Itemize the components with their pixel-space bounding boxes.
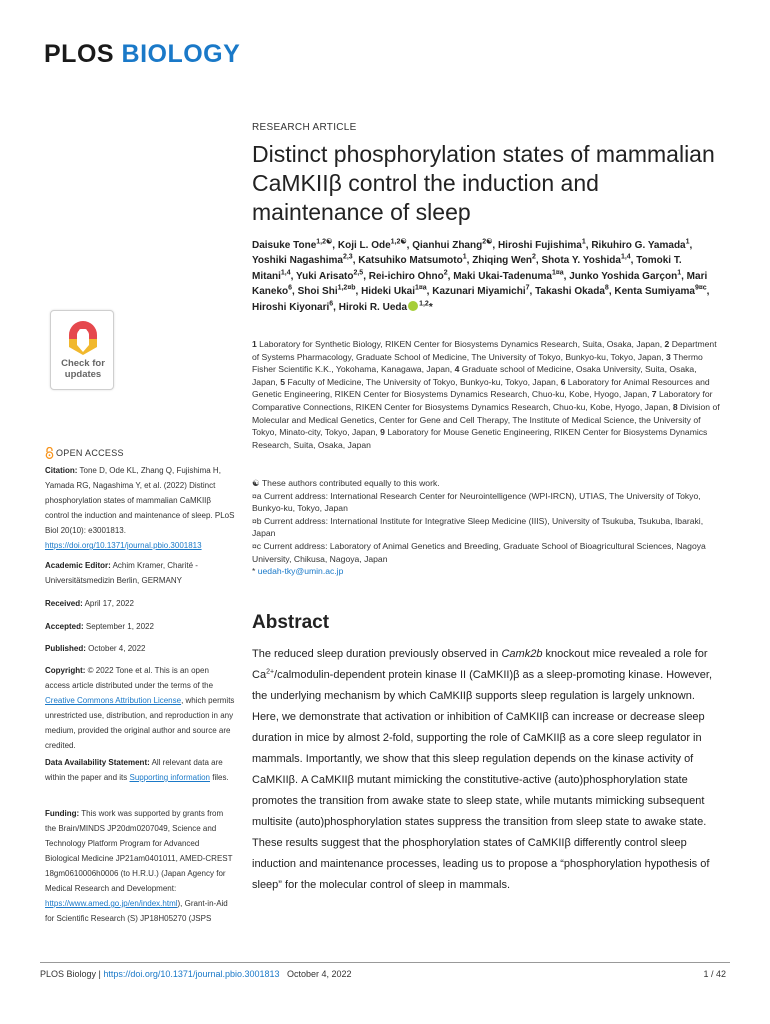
check-updates-line2: updates	[64, 369, 102, 380]
footer-citation	[40, 969, 352, 979]
citation-block	[45, 463, 235, 553]
current-address-c: ¤c Current address: Laboratory of Animal Genetics and Breeding, Graduate School of Bioagricultural Sciences, Nagoya University, Chikusa, Nagoya, Japan	[252, 540, 706, 564]
footer-journal: PLOS Biology |	[40, 969, 104, 979]
funding-text-1: This work was supported by grants from the Brain/MINDS JP20dm0207049, Science and Technology Platform Program for Advanced Biological Medicine JP21am0401011, AMED-CREST 18gm0610006h0006 (to H.R.U.) (Japan Agency for Medical Research and Development:	[45, 809, 233, 893]
author-affiliation-marker: 2,5	[353, 269, 364, 277]
data-availability-text-1: All relevant data are within the paper and its	[45, 758, 223, 782]
corresponding-author-mark: *	[428, 301, 433, 313]
affiliation-number: 4	[454, 364, 462, 375]
author-name[interactable]: Takashi Okada	[535, 286, 605, 298]
ion-charge: 2+	[266, 668, 275, 676]
abstract-text	[252, 644, 724, 896]
editor-label: Academic Editor:	[45, 561, 111, 570]
accepted-text: September 1, 2022	[83, 622, 154, 631]
received-label: Received:	[45, 599, 83, 608]
open-access-label	[45, 447, 124, 459]
copyright-text-2: , which permits unrestricted use, distribution, and reproduction in any medium, provided the original author and source are credited.	[45, 696, 235, 750]
affiliation-number: 2	[664, 339, 672, 349]
author-name[interactable]: Kenta Sumiyama	[614, 286, 695, 298]
author-affiliation-marker: 7	[525, 284, 530, 292]
author-name[interactable]: Mari Kaneko	[252, 270, 708, 298]
author-affiliation-marker: 6	[329, 300, 334, 308]
affiliations	[252, 338, 722, 451]
author-affiliation-marker: 1,2☯	[316, 238, 333, 246]
abstract-part-3: /calmodulin-dependent protein kinase II (CaMKII)β as a sleep-promoting kinase. However, the underlying mechanism by which CaMKIIβ supports sleep regulation is largely unknown. Here, we demonstrate that activation or inhibition of CaMKIIβ can increase or decrease sleep duration in mice by almost 2-fold, supporting the role of CaMKIIβ as a core sleep regulator in mammals. Importantly, we show that this sleep regulation depends on the kinase activity of CaMKIIβ. A CaMKIIβ mutant mimicking the constitutive-active (auto)phosphorylation state promotes the transition from awake state to sleep state, while mutants mimicking subsequent multisite (auto)phosphorylation states suppress the transition from sleep state to awake state. These results suggest that the phosphorylation states of CaMKIIβ differently control sleep induction and maintenance processes, leading us to propose a “phosphorylation hypothesis of sleep” for the molecular control of sleep in mammals.	[252, 669, 713, 891]
check-updates-line1: Check for	[61, 358, 105, 369]
data-availability-label: Data Availability Statement:	[45, 758, 150, 767]
footer-date: October 4, 2022	[279, 969, 352, 979]
author-name[interactable]: Yoshiki Nagashima	[252, 255, 343, 267]
article-type: RESEARCH ARTICLE	[252, 122, 357, 133]
equal-contribution-note: ☯ These authors contributed equally to this work.	[252, 478, 440, 488]
author-affiliation-marker: 2	[443, 269, 448, 277]
affiliation-text: Graduate school of Medicine, Osaka University, Suita, Osaka, Japan,	[252, 364, 697, 387]
abstract-part-2: knockout mice revealed a role for Ca	[252, 648, 708, 681]
author-name[interactable]: Hiroshi Fujishima	[497, 240, 582, 251]
author-name[interactable]: Junko Yoshida Garçon	[569, 270, 678, 282]
data-availability-block	[45, 755, 235, 785]
affiliation-text: Thermo Fisher Scientific K.K., Yokohama, Kanagawa, Japan,	[252, 351, 703, 375]
received-text: April 17, 2022	[82, 599, 134, 608]
affiliation-number: 7	[651, 389, 659, 400]
author-name[interactable]: Hideki Ukai	[361, 286, 415, 298]
author-name[interactable]: Hiroki R. Ueda	[338, 301, 408, 313]
cc-license-link[interactable]: Creative Commons Attribution License	[45, 696, 182, 705]
current-address-b: ¤b Current address: International Institute for Integrative Sleep Medicine (IIIS), University of Tsukuba, Tsukuba, Ibaraki, Japan	[252, 515, 704, 539]
author-affiliation-marker: 2	[532, 254, 536, 262]
corresponding-email-line	[252, 565, 722, 578]
author-name[interactable]: Shota Y. Yoshida	[541, 255, 621, 267]
author-affiliation-marker: 2☯	[482, 238, 493, 246]
published-label: Published:	[45, 644, 86, 653]
author-name[interactable]: Shoi Shi	[297, 286, 338, 298]
author-name[interactable]: Hiroshi Kiyonari	[252, 301, 330, 313]
affiliation-text: Laboratory for Animal Resources and Genetic Engineering, RIKEN Center for Biosystems Dynamics Research, Chuo-ku, Kobe, Hyogo, Japan,	[252, 376, 710, 400]
data-availability-text-2: files.	[210, 773, 229, 782]
orcid-icon[interactable]	[408, 301, 418, 311]
accepted-label: Accepted:	[45, 622, 84, 631]
academic-editor-block	[45, 558, 235, 588]
gene-name: Camk2b	[501, 648, 543, 660]
author-name[interactable]: Koji L. Ode	[337, 240, 391, 251]
author-notes	[252, 477, 722, 578]
open-access-text: OPEN ACCESS	[56, 448, 124, 458]
author-name[interactable]: Kazunari Miyamichi	[432, 286, 526, 298]
author-affiliation-marker: 1,2☯	[390, 238, 407, 246]
author-affiliation-marker: 1	[677, 269, 682, 277]
author-affiliation-marker: 1¤a	[551, 269, 564, 277]
author-affiliation-marker: 1,4	[280, 269, 291, 277]
published-date	[45, 641, 235, 656]
current-address-a: ¤a Current address: International Research Center for Neurointelligence (WPI-IRCN), UTIAS, The University of Tokyo, Bunkyo-ku, Tokyo, Japan	[252, 490, 701, 514]
affiliation-number: 5	[280, 376, 288, 387]
footer-doi-link[interactable]: https://doi.org/10.1371/journal.pbio.3001813	[103, 969, 280, 979]
citation-text: Tone D, Ode KL, Zhang Q, Fujishima H, Yamada RG, Nagashima Y, et al. (2022) Distinct phosphorylation states of mammalian CaMKIIβ control the induction and maintenance of sleep. PLoS Biol 20(10): e3001813.	[45, 466, 235, 535]
citation-label: Citation:	[45, 466, 78, 475]
abstract-part-1: The reduced sleep duration previously observed in	[252, 648, 502, 660]
author-name[interactable]: Zhiqing Wen	[472, 255, 532, 267]
author-name[interactable]: Yuki Arisato	[296, 270, 354, 282]
footer-divider	[40, 962, 730, 963]
author-affiliation-marker: 1	[581, 238, 586, 246]
copyright-label: Copyright:	[45, 666, 86, 675]
affiliation-number: 9	[380, 427, 388, 438]
author-affiliation-marker: 1¤a	[414, 284, 427, 292]
amed-link[interactable]: https://www.amed.go.jp/en/index.html	[45, 899, 178, 908]
author-affiliation-marker: 1,2	[419, 300, 429, 308]
citation-doi-link[interactable]: https://doi.org/10.1371/journal.pbio.3001813	[45, 541, 202, 550]
author-name[interactable]: Katsuhiko Matsumoto	[358, 255, 463, 267]
affiliation-number: 8	[672, 401, 680, 412]
affiliation-text: Laboratory for Mouse Genetic Engineering, RIKEN Center for Biosystems Dynamics Research, Suita, Osaka, Japan	[252, 427, 708, 450]
article-title: Distinct phosphorylation states of mammalian CaMKIIβ control the induction and maintenance of sleep	[252, 141, 715, 225]
affiliation-text: Faculty of Medicine, The University of Tokyo, Bunkyo-ku, Tokyo, Japan,	[287, 376, 561, 387]
corresponding-mark: *	[252, 566, 258, 577]
funding-label: Funding:	[45, 809, 80, 818]
affiliation-text: Laboratory for Comparative Connections, RIKEN Center for Biosystems Dynamics Research, Chuo-ku, Kobe, Hyogo, Japan,	[252, 389, 713, 412]
author-name[interactable]: Daisuke Tone	[252, 240, 317, 251]
author-list: Daisuke Tone$^{1,2☯}$, Koji L. Ode$^{1,2☯}$, Qianhui Zhang$^{2☯}$, Hiroshi Fujishima$^1$, Rikuhiro G. Yamada$^1$, Yoshiki Nagashima$^{2,3}$, Katsuhiko Matsumoto$^1$, Zhiqing Wen$^2$, Shota Y. Yoshida$^{1,4}$, Tomoki T. Mitani$^{1,4}$, Yuki Arisato$^{2,5}$, Rei-ichiro Ohno$^2$, Maki Ukai-Tadenuma$^{1¤a}$, Junko Yoshida Garçon$^1$, Mari Kaneko$^6$, Shoi Shi$^{1,2¤b}$, Hideki Ukai$^{1¤a}$, Kazunari Miyamichi$^7$, Takashi Okada$^8$, Kenta Sumiyama$^{9¤c}$, Hiroshi Kiyonari$^6$, Hiroki R. Ueda $^{1,2}$*	[252, 238, 710, 313]
author-name[interactable]: Tomoki T. Mitani	[252, 255, 682, 282]
corresponding-email-link[interactable]: uedah-tky@umin.ac.jp	[257, 566, 344, 577]
copyright-text-1: © 2022 Tone et al. This is an open access article distributed under the terms of the	[45, 666, 214, 690]
accepted-date	[45, 619, 235, 634]
author-affiliation-marker: 1	[685, 238, 690, 246]
open-lock-icon	[45, 447, 54, 459]
funding-block	[45, 806, 235, 926]
author-name[interactable]: Rei-ichiro Ohno	[368, 270, 444, 282]
author-affiliation-marker: 1,2¤b	[337, 284, 356, 292]
affiliation-number: 6	[560, 376, 568, 387]
author-name[interactable]: Rikuhiro G. Yamada	[591, 240, 686, 251]
journal-logo-biology: BIOLOGY	[121, 40, 241, 68]
check-updates-icon	[67, 319, 99, 355]
check-updates-label	[51, 358, 115, 380]
received-date	[45, 596, 235, 611]
author-affiliation-marker: 1,4	[620, 254, 631, 262]
journal-logo	[44, 40, 240, 69]
page-number: 1 / 42	[703, 969, 726, 979]
affiliation-number: 1	[252, 339, 260, 349]
editor-text: Achim Kramer, Charité - Universitätsmedizin Berlin, GERMANY	[45, 561, 198, 585]
author-affiliation-marker: 1	[462, 254, 467, 262]
author-affiliation-marker: 8	[604, 284, 609, 292]
affiliation-text: Department of Systems Pharmacology, Graduate School of Medicine, The University of Tokyo, Bunkyo-ku, Tokyo, Japan,	[252, 339, 717, 362]
author-affiliation-marker: 6	[288, 284, 293, 292]
check-for-updates-badge[interactable]	[50, 310, 114, 390]
affiliation-text: Laboratory for Synthetic Biology, RIKEN Center for Biosystems Dynamics Research, Suita, Osaka, Japan,	[259, 339, 665, 349]
affiliation-number: 3	[665, 351, 674, 362]
copyright-block	[45, 663, 235, 753]
affiliation-text: Division of Molecular and Medical Genetics, Center for Gene and Cell Therapy, The Institute of Medical Science, the University of Tokyo, Minato-city, Tokyo, Japan,	[252, 401, 720, 438]
journal-logo-plos: PLOS	[44, 40, 122, 68]
published-text: October 4, 2022	[85, 644, 146, 653]
funding-text-2: ), Grant-in-Aid for Scientific Research (S) JP18H05270 (JSPS	[45, 899, 228, 923]
author-name[interactable]: Maki Ukai-Tadenuma	[453, 270, 552, 282]
supporting-information-link[interactable]: Supporting information	[129, 773, 210, 782]
author-affiliation-marker: 2,3	[342, 254, 353, 262]
author-affiliation-marker: 9¤c	[694, 284, 707, 292]
author-name[interactable]: Qianhui Zhang	[412, 240, 483, 251]
abstract-heading: Abstract	[252, 612, 330, 633]
